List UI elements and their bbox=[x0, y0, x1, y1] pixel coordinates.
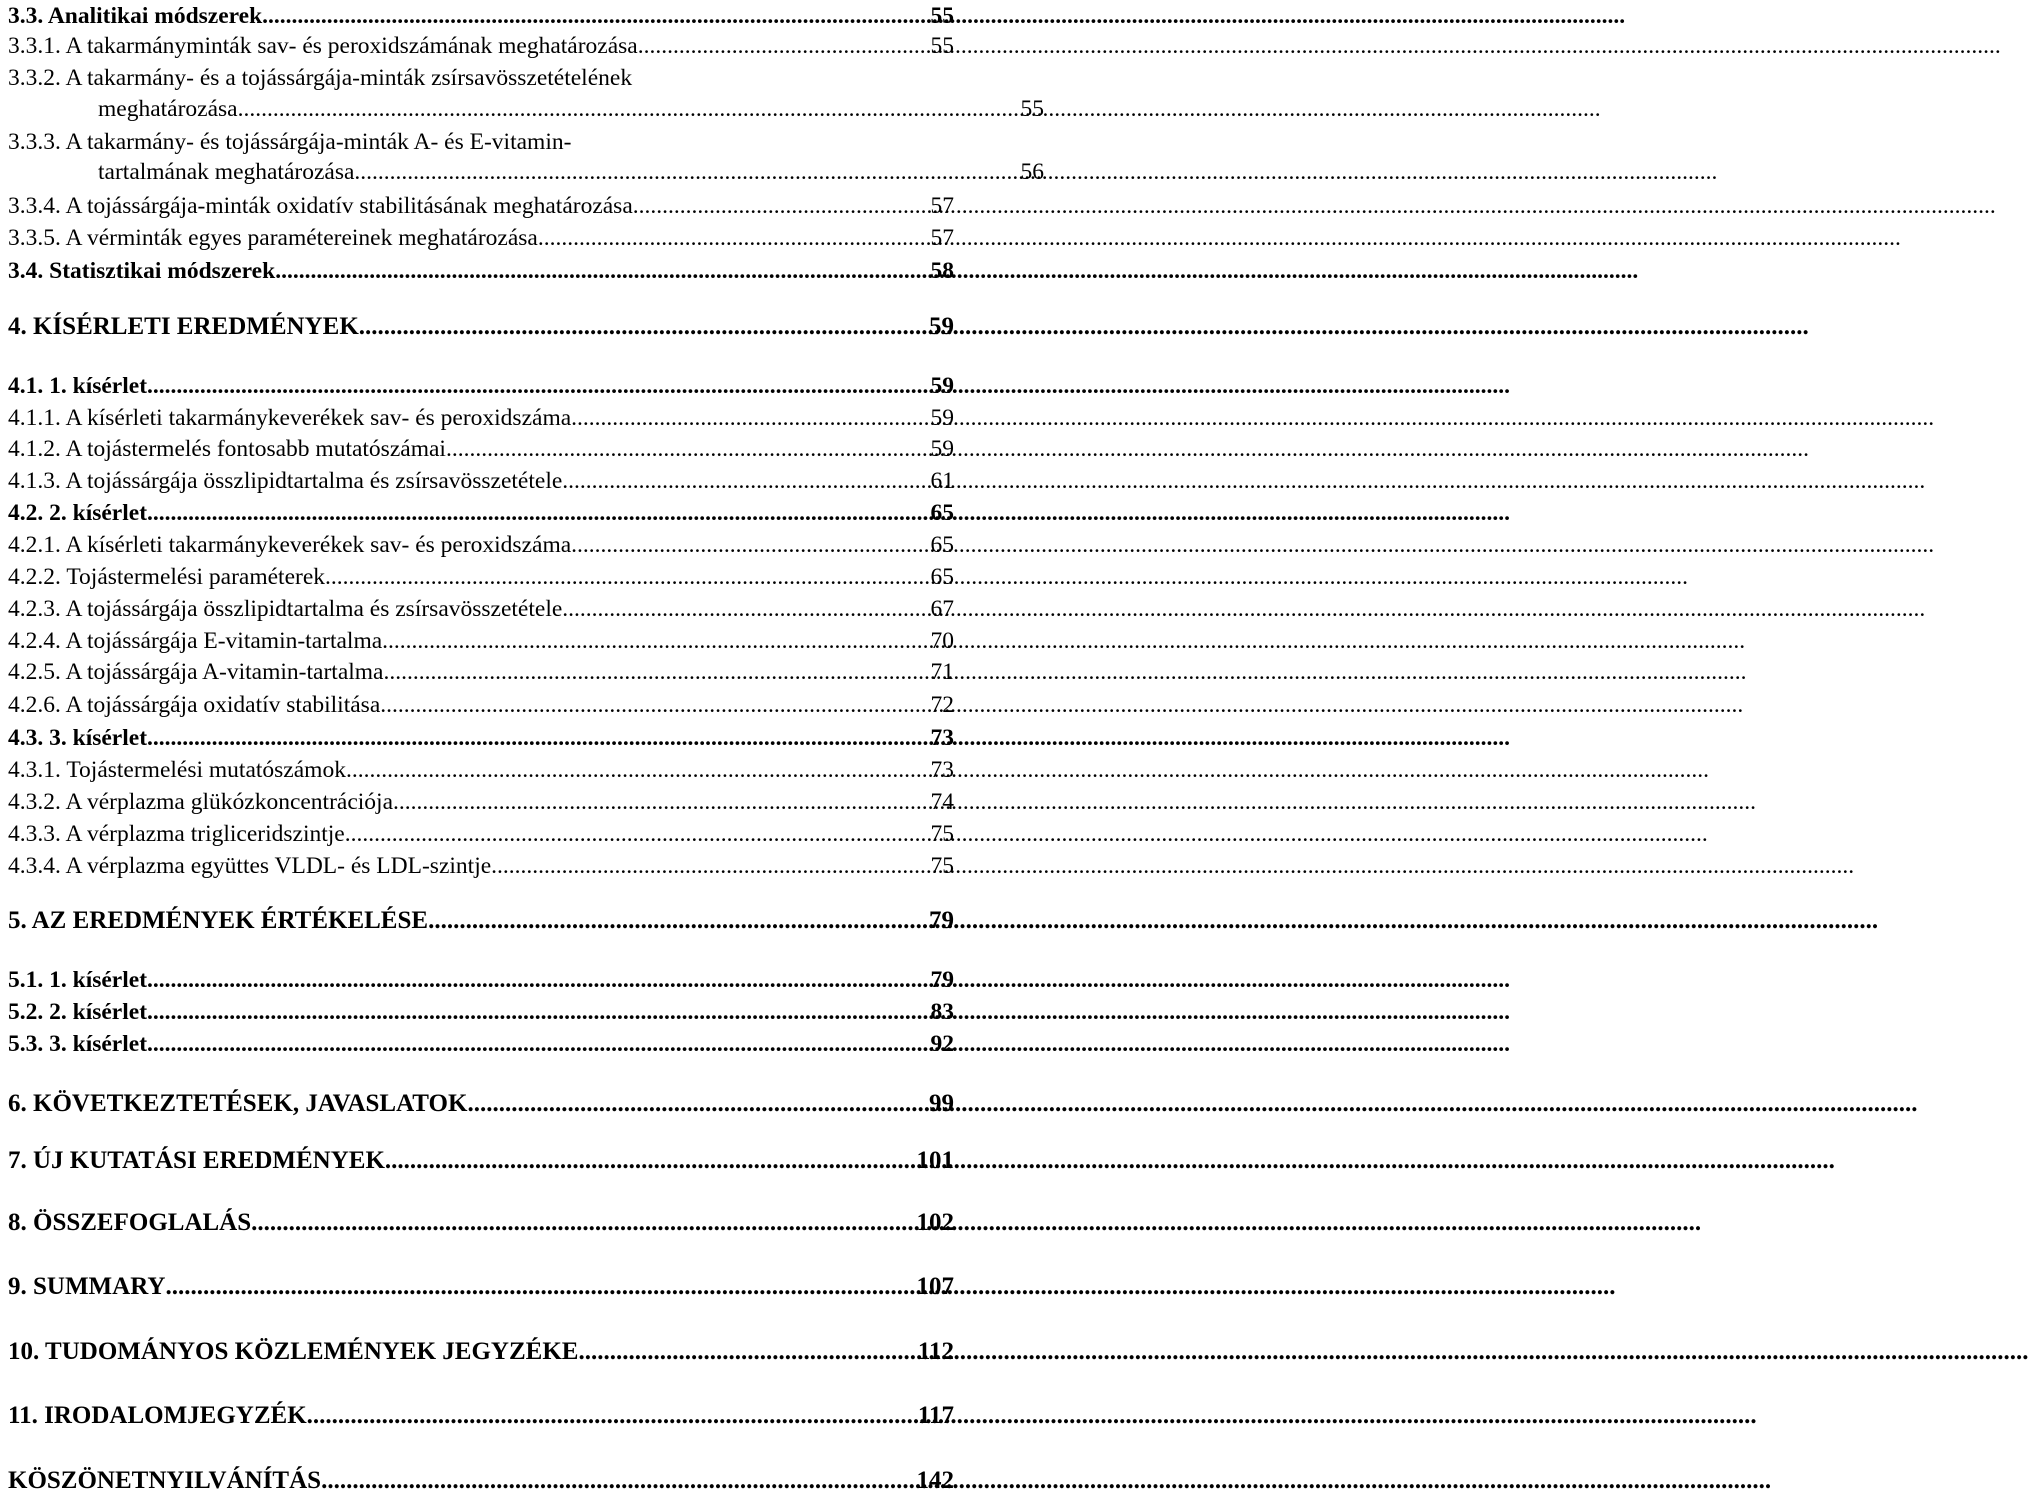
toc-entry[interactable] bbox=[8, 126, 954, 158]
toc-entry-page-number: 74 bbox=[930, 789, 954, 815]
toc-entry-title: tartalmának meghatározása bbox=[98, 159, 355, 185]
toc-entry-page-number: 70 bbox=[930, 628, 954, 654]
toc-entry[interactable] bbox=[8, 370, 954, 402]
toc-entry[interactable] bbox=[8, 722, 954, 754]
dot-leader bbox=[538, 222, 929, 254]
toc-entry-page-number: 65 bbox=[930, 532, 954, 558]
toc-entry-title: 11. IRODALOMJEGYZÉK bbox=[8, 1402, 307, 1429]
toc-entry-title: 4.2. 2. kísérlet bbox=[8, 500, 148, 526]
dot-leader bbox=[147, 1028, 928, 1060]
dot-leader bbox=[345, 818, 929, 850]
toc-entry[interactable] bbox=[8, 625, 954, 657]
toc-entry-title: 10. TUDOMÁNYOS KÖZLEMÉNYEK JEGYZÉKE bbox=[8, 1338, 579, 1365]
toc-entry-page-number: 72 bbox=[930, 692, 954, 718]
toc-entry-title: 4.3.4. A vérplazma együttes VLDL- és LDL-szintje bbox=[8, 853, 492, 879]
toc-entry[interactable] bbox=[8, 786, 954, 818]
toc-entry-title: 4.2.6. A tojássárgája oxidatív stabilitása bbox=[8, 692, 381, 718]
toc-entry-title: KÖSZÖNETNYILVÁNÍTÁS bbox=[8, 1467, 322, 1494]
toc-entry-title: 5.1. 1. kísérlet bbox=[8, 967, 148, 993]
dot-leader bbox=[321, 1465, 914, 1497]
toc-entry-title: 4.2.2. Tojástermelési paraméterek bbox=[8, 564, 326, 590]
toc-entry-page-number: 57 bbox=[930, 193, 954, 219]
dot-leader bbox=[571, 402, 928, 434]
toc-entry-page-number: 73 bbox=[930, 757, 954, 783]
toc-entry-page-number: 117 bbox=[917, 1402, 954, 1429]
toc-entry-page-number: 55 bbox=[930, 3, 954, 29]
toc-entry[interactable] bbox=[8, 30, 954, 62]
toc-entry[interactable] bbox=[8, 62, 954, 94]
dot-leader bbox=[147, 996, 928, 1028]
toc-entry-title: 4. KÍSÉRLETI EREDMÉNYEK bbox=[8, 313, 359, 340]
toc-entry[interactable] bbox=[8, 222, 954, 254]
toc-entry-page-number: 79 bbox=[930, 967, 954, 993]
toc-entry-page-number: 102 bbox=[916, 1209, 954, 1236]
toc-entry-title: 3.3.3. A takarmány- és tojássárgája-minták A- és E-vitamin- bbox=[8, 129, 572, 155]
toc-entry-title: 9. SUMMARY bbox=[8, 1273, 166, 1300]
dot-leader bbox=[275, 255, 928, 287]
toc-entry-page-number: 55 bbox=[930, 33, 954, 59]
toc-entry[interactable] bbox=[8, 0, 954, 32]
toc-entry[interactable] bbox=[8, 93, 1044, 125]
dot-leader bbox=[238, 93, 1019, 125]
toc-entry[interactable] bbox=[8, 850, 954, 882]
toc-entry-page-number: 57 bbox=[930, 225, 954, 251]
dot-leader bbox=[325, 561, 928, 593]
toc-entry-page-number: 59 bbox=[930, 373, 954, 399]
dot-leader bbox=[562, 593, 928, 625]
toc-entry-title: 4.2.5. A tojássárgája A-vitamin-tartalma bbox=[8, 659, 384, 685]
toc-entry-title: meghatározása bbox=[98, 96, 238, 122]
toc-entry[interactable] bbox=[8, 190, 954, 222]
toc-entry[interactable] bbox=[8, 1465, 954, 1497]
dot-leader bbox=[428, 905, 927, 937]
toc-entry-title: 4.3.2. A vérplazma glükózkoncentrációja bbox=[8, 789, 394, 815]
toc-entry[interactable] bbox=[8, 1145, 954, 1177]
toc-entry-page-number: 59 bbox=[930, 436, 954, 462]
toc-entry-title: 5.3. 3. kísérlet bbox=[8, 1031, 148, 1057]
toc-entry-title: 3.3.5. A vérminták egyes paramétereinek meghatározása bbox=[8, 225, 538, 251]
toc-entry[interactable] bbox=[8, 1207, 954, 1239]
toc-entry-title: 3.3.1. A takarmányminták sav- és peroxidszámának meghatározása bbox=[8, 33, 638, 59]
toc-entry-page-number: 79 bbox=[929, 907, 954, 934]
dot-leader bbox=[571, 529, 928, 561]
toc-entry-page-number: 71 bbox=[930, 659, 954, 685]
toc-entry-page-number: 107 bbox=[916, 1273, 954, 1300]
dot-leader bbox=[383, 656, 928, 688]
toc-entry[interactable] bbox=[8, 1400, 954, 1432]
toc-entry-page-number: 92 bbox=[930, 1031, 954, 1057]
toc-entry[interactable] bbox=[8, 1088, 954, 1120]
toc-entry[interactable] bbox=[8, 593, 954, 625]
toc-entry-title: 5.2. 2. kísérlet bbox=[8, 999, 148, 1025]
dot-leader bbox=[147, 370, 928, 402]
toc-entry[interactable] bbox=[8, 905, 954, 937]
dot-leader bbox=[467, 1088, 927, 1120]
toc-entry-title: 4.1.2. A tojástermelés fontosabb mutatószámai bbox=[8, 436, 446, 462]
dot-leader bbox=[491, 850, 928, 882]
dot-leader bbox=[147, 497, 928, 529]
toc-entry[interactable] bbox=[8, 1271, 954, 1303]
toc-entry[interactable] bbox=[8, 964, 954, 996]
dot-leader bbox=[578, 1336, 915, 1368]
toc-entry-title: 8. ÖSSZEFOGLALÁS bbox=[8, 1209, 252, 1236]
toc-entry[interactable] bbox=[8, 561, 954, 593]
toc-entry[interactable] bbox=[8, 497, 954, 529]
toc-entry-title: 3.3.4. A tojássárgája-minták oxidatív stabilitásának meghatározása bbox=[8, 193, 633, 219]
toc-entry-title: 4.2.3. A tojássárgája összlipidtartalma és zsírsavösszetétele bbox=[8, 596, 563, 622]
toc-entry[interactable] bbox=[8, 402, 954, 434]
toc-entry-title: 3.3.2. A takarmány- és a tojássárgája-minták zsírsavösszetételének bbox=[8, 65, 633, 91]
toc-entry[interactable] bbox=[8, 754, 954, 786]
toc-entry-title: 3.3. Analitikai módszerek bbox=[8, 3, 263, 29]
toc-entry-title: 4.3.3. A vérplazma trigliceridszintje bbox=[8, 821, 345, 847]
dot-leader bbox=[380, 689, 928, 721]
toc-entry[interactable] bbox=[8, 156, 1044, 188]
dot-leader bbox=[251, 1207, 914, 1239]
dot-leader bbox=[385, 1145, 915, 1177]
dot-leader bbox=[147, 722, 928, 754]
toc-entry[interactable] bbox=[8, 465, 954, 497]
toc-entry-page-number: 142 bbox=[916, 1467, 954, 1494]
dot-leader bbox=[446, 433, 929, 465]
dot-leader bbox=[346, 754, 929, 786]
toc-entry-page-number: 101 bbox=[916, 1147, 954, 1174]
toc-entry-page-number: 65 bbox=[930, 564, 954, 590]
dot-leader bbox=[562, 465, 928, 497]
dot-leader bbox=[393, 786, 928, 818]
toc-entry-page-number: 65 bbox=[930, 500, 954, 526]
toc-entry[interactable] bbox=[8, 529, 954, 561]
toc-entry-title: 6. KÖVETKEZTETÉSEK, JAVASLATOK bbox=[8, 1090, 468, 1117]
dot-leader bbox=[354, 156, 1018, 188]
toc-entry-page-number: 83 bbox=[930, 999, 954, 1025]
toc-entry-page-number: 58 bbox=[930, 258, 954, 284]
dot-leader bbox=[359, 311, 927, 343]
toc-entry-title: 4.3.1. Tojástermelési mutatószámok bbox=[8, 757, 346, 783]
toc-entry[interactable] bbox=[8, 1336, 954, 1368]
toc-entry-title: 3.4. Statisztikai módszerek bbox=[8, 258, 276, 284]
toc-entry-title: 5. AZ EREDMÉNYEK ÉRTÉKELÉSE bbox=[8, 907, 429, 934]
toc-entry-page-number: 61 bbox=[930, 468, 954, 494]
toc-entry-page-number: 112 bbox=[917, 1338, 954, 1365]
toc-entry-page-number: 59 bbox=[929, 313, 954, 340]
toc-entry-title: 4.3. 3. kísérlet bbox=[8, 725, 148, 751]
toc-entry[interactable] bbox=[8, 311, 954, 343]
toc-entry-title: 4.1. 1. kísérlet bbox=[8, 373, 148, 399]
toc-entry-page-number: 59 bbox=[930, 405, 954, 431]
toc-entry[interactable] bbox=[8, 818, 954, 850]
toc-entry-page-number: 75 bbox=[930, 853, 954, 879]
dot-leader bbox=[165, 1271, 914, 1303]
toc-entry-title: 4.1.3. A tojássárgája összlipidtartalma és zsírsavösszetétele bbox=[8, 468, 563, 494]
toc-entry-title: 4.2.1. A kísérleti takarmánykeverékek sav- és peroxidszáma bbox=[8, 532, 572, 558]
dot-leader bbox=[147, 964, 928, 996]
dot-leader bbox=[633, 190, 929, 222]
dot-leader bbox=[638, 30, 929, 62]
toc-entry-title: 4.2.4. A tojássárgája E-vitamin-tartalma bbox=[8, 628, 383, 654]
toc-entry[interactable] bbox=[8, 255, 954, 287]
toc-entry-title: 4.1.1. A kísérleti takarmánykeverékek sav- és peroxidszáma bbox=[8, 405, 572, 431]
toc-entry[interactable] bbox=[8, 1028, 954, 1060]
toc-entry-title: 7. ÚJ KUTATÁSI EREDMÉNYEK bbox=[8, 1147, 385, 1174]
dot-leader bbox=[262, 0, 928, 32]
toc-entry-page-number: 56 bbox=[1020, 159, 1044, 185]
toc-entry-page-number: 99 bbox=[929, 1090, 954, 1117]
dot-leader bbox=[382, 625, 928, 657]
toc-entry-page-number: 55 bbox=[1020, 96, 1044, 122]
toc-entry-page-number: 73 bbox=[930, 725, 954, 751]
toc-entry-page-number: 67 bbox=[930, 596, 954, 622]
toc-entry[interactable] bbox=[8, 689, 954, 721]
toc-entry[interactable] bbox=[8, 656, 954, 688]
toc-entry-page-number: 75 bbox=[930, 821, 954, 847]
dot-leader bbox=[307, 1400, 916, 1432]
toc-entry[interactable] bbox=[8, 996, 954, 1028]
toc-entry[interactable] bbox=[8, 433, 954, 465]
